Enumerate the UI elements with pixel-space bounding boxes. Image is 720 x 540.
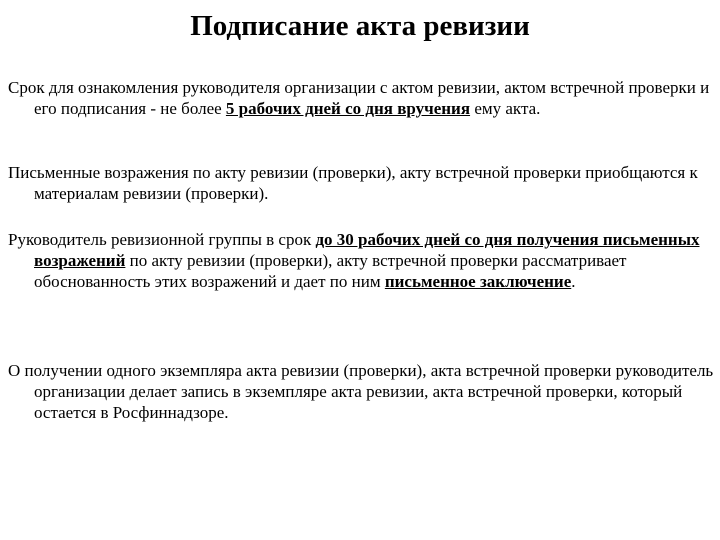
page-title: Подписание акта ревизии [190, 10, 530, 42]
paragraph-objections [8, 162, 720, 204]
paragraph-review-period [8, 77, 720, 119]
paragraph-receipt [8, 360, 720, 423]
paragraph-text: Руководитель ревизионной группы в срок [8, 230, 316, 249]
paragraph-text: Письменные возражения по акту ревизии (проверки), акту встречной проверки приобщаются к материалам ревизии (проверки). [8, 163, 698, 203]
paragraph-text: Срок для ознакомления руководителя организации с актом ревизии, актом встречной проверки и его подписания - не более [8, 78, 710, 118]
paragraph-group-leader [8, 229, 720, 292]
emphasis-conclusion: письменное заключение [384, 272, 572, 291]
paragraph-text: О получении одного экземпляра акта ревизии (проверки), акта встречной проверки руководитель организации делает запись в экземпляре акта ревизии, акта встречной проверки, который остается в Росфиннадзоре. [8, 361, 714, 422]
emphasis-deadline: до 30 рабочих дней со дня получения письменных возражений [34, 230, 700, 270]
emphasis-deadline: 5 рабочих дней со дня вручения [225, 99, 471, 118]
paragraph-text: по акту ревизии (проверки), акту встречной проверки рассматривает обоснованность этих возражений и дает по ним [34, 251, 627, 291]
paragraph-text: . [571, 272, 576, 291]
paragraph-text: ему акта. [470, 99, 541, 118]
